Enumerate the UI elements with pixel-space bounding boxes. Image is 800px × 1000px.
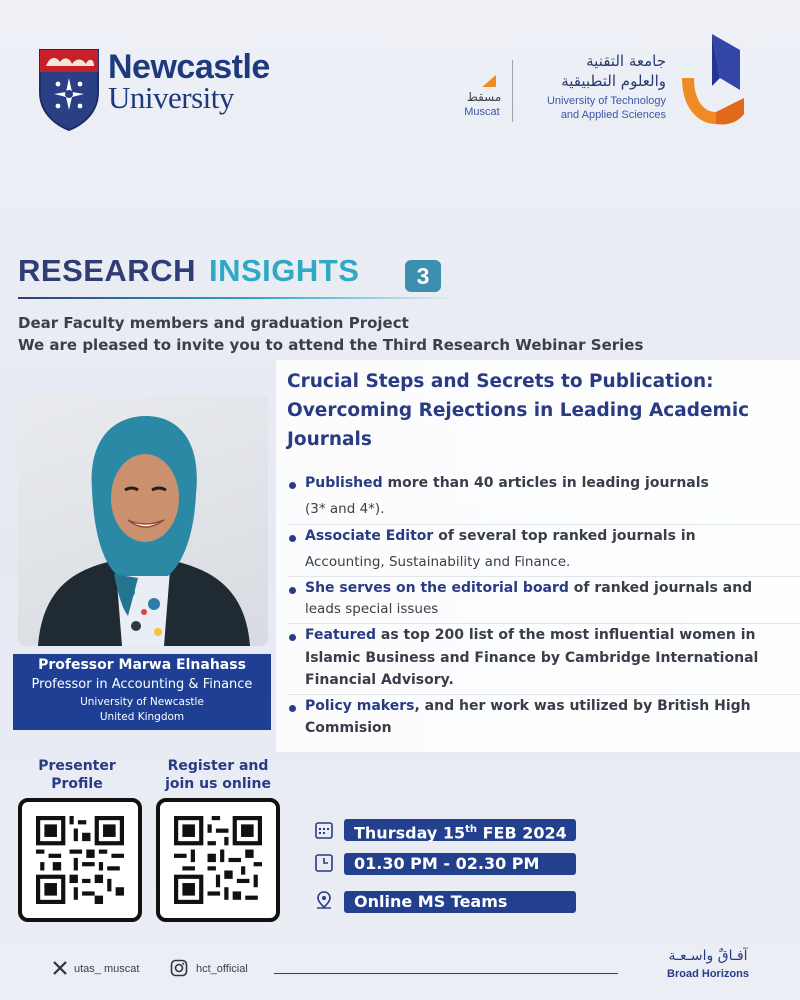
- title-insights: INSIGHTS: [209, 253, 360, 288]
- logo-divider: [512, 60, 513, 122]
- bullet-5-highlight: Policy makers: [305, 698, 415, 714]
- event-date: [344, 819, 576, 841]
- utas-logo-icon: [676, 32, 748, 128]
- event-month-year: FEB 2024: [477, 823, 567, 843]
- event-day: Thursday 15: [354, 823, 466, 843]
- brand-slogan-ar: آفـاقٌ واسـعـة: [668, 948, 748, 964]
- register-label-2: join us online: [165, 776, 271, 792]
- bullet-dot: [289, 705, 296, 712]
- newcastle-name-line1: Newcastle: [108, 48, 270, 86]
- event-location: Online MS Teams: [344, 891, 576, 913]
- muscat-label-en: Muscat: [464, 106, 500, 118]
- bullet-1-highlight: Published: [305, 475, 383, 491]
- register-qr[interactable]: [156, 798, 280, 922]
- presenter-country: United Kingdom: [99, 711, 185, 723]
- topic-title-line-3: Journals: [287, 429, 372, 450]
- bullet-4-line-2: Islamic Business and Finance by Cambridge International: [305, 650, 759, 666]
- calendar-icon: [314, 820, 334, 840]
- clock-icon: [314, 853, 334, 873]
- bullet-4-line-3: Financial Advisory.: [305, 672, 454, 688]
- topic-title-line-1: Crucial Steps and Secrets to Publication:: [287, 371, 714, 392]
- bullet-4-highlight: Featured: [305, 627, 377, 643]
- title-research: RESEARCH: [18, 253, 196, 288]
- title-underline: [18, 297, 458, 299]
- presenter-name: Professor Marwa Elnahass: [38, 657, 246, 673]
- bullet-dot: [289, 634, 296, 641]
- utas-name-ar-line1: جامعة التقنية: [586, 52, 666, 70]
- bullet-4-text: as top 200 list of the most influential women in: [376, 627, 756, 643]
- bullet-dot: [289, 482, 296, 489]
- topic-title-line-2: Overcoming Rejections in Leading Academic: [287, 400, 750, 421]
- muscat-campus-icon: [480, 72, 498, 86]
- instagram-handle[interactable]: hct_official: [196, 963, 248, 975]
- bullet-divider: [288, 576, 800, 577]
- bullet-1-line-1: [305, 475, 709, 491]
- instagram-icon[interactable]: [170, 959, 188, 977]
- presenter-photo: [18, 394, 268, 646]
- bullet-divider: [288, 524, 800, 525]
- bullet-3-line-1: [305, 580, 752, 596]
- presenter-role: Professor in Accounting & Finance: [31, 677, 253, 692]
- bullet-5-text: , and her work was utilized by British High: [414, 698, 751, 714]
- presenter-university: University of Newcastle: [80, 696, 204, 708]
- x-logo-icon[interactable]: [52, 960, 68, 976]
- utas-name-en-line1: University of Technology: [546, 95, 666, 107]
- bullet-2-line-1: [305, 528, 696, 544]
- bullet-3-line-2: leads special issues: [305, 601, 439, 617]
- event-day-suffix: th: [465, 824, 478, 835]
- bullet-2-text: of several top ranked journals in: [433, 528, 696, 544]
- x-handle[interactable]: utas_ muscat: [74, 963, 140, 975]
- register-label-1: Register and: [167, 758, 269, 774]
- brand-slogan-en: Broad Horizons: [667, 968, 749, 980]
- presenter-profile-label-2: Profile: [51, 776, 103, 792]
- intro-line-1: Dear Faculty members and graduation Project: [18, 314, 409, 332]
- bullet-divider: [288, 694, 800, 695]
- footer-divider: [274, 973, 618, 974]
- utas-name-ar-line2: والعلوم التطبيقية: [561, 72, 666, 90]
- intro-line-2: We are pleased to invite you to attend the Third Research Webinar Series: [18, 336, 644, 354]
- bullet-dot: [289, 535, 296, 542]
- qr-code-icon: [174, 816, 262, 904]
- location-pin-icon: [314, 890, 334, 910]
- bullet-divider: [288, 623, 800, 624]
- bullet-5-line-1: [305, 698, 751, 714]
- bullet-3-highlight: She serves on the editorial board: [305, 580, 569, 596]
- bullet-1-text: more than 40 articles in leading journals: [382, 475, 709, 491]
- bullet-4-line-1: [305, 627, 756, 643]
- muscat-label-ar: مسقط: [466, 90, 502, 104]
- bullet-dot: [289, 587, 296, 594]
- event-time: 01.30 PM - 02.30 PM: [344, 853, 576, 875]
- bullet-2-highlight: Associate Editor: [305, 528, 434, 544]
- bullet-2-line-2: Accounting, Sustainability and Finance.: [305, 554, 571, 570]
- bullet-1-line-2: (3* and 4*).: [305, 501, 385, 517]
- newcastle-shield-icon: [38, 48, 100, 132]
- newcastle-name-line2: University: [108, 80, 234, 115]
- utas-name-en-line2: and Applied Sciences: [560, 109, 666, 121]
- qr-code-icon: [36, 816, 124, 904]
- presenter-profile-qr[interactable]: [18, 798, 142, 922]
- bullet-5-line-2: Commision: [305, 720, 392, 736]
- series-number-badge: 3: [405, 260, 441, 292]
- bullet-3-text: of ranked journals and: [568, 580, 753, 596]
- presenter-profile-label-1: Presenter: [38, 758, 116, 774]
